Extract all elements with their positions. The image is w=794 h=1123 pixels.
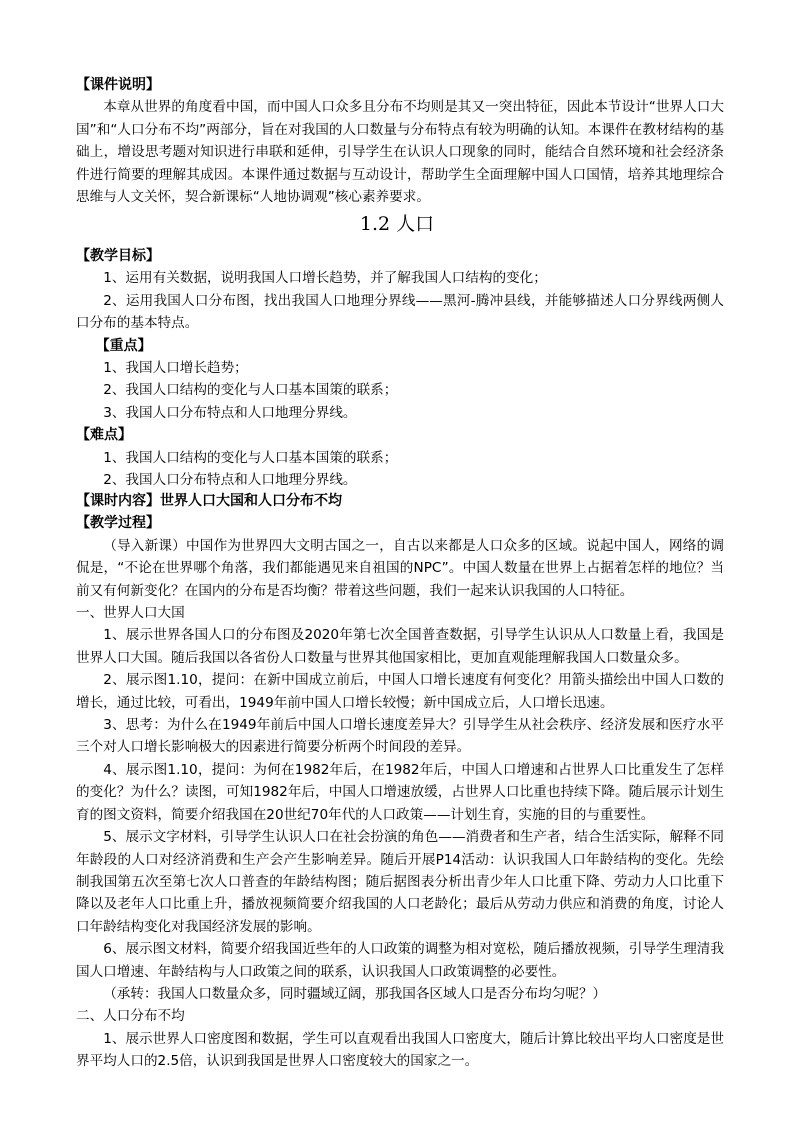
intro-section <box>76 74 724 208</box>
key-points-heading: 【重点】 <box>95 337 152 354</box>
section-heading-1: 一、世界人口大国 <box>76 605 185 622</box>
section-heading-2: 二、人口分布不均 <box>76 1008 185 1025</box>
process-paragraph-5: 5、展示文字材料，引导学生认识人口在社会扮演的角色——消费者和生产者，结合生活实际，解释不同年龄段的人口对经济消费和生产会产生影响差异。随后开展P14活动：认识我国人口年龄结构的变化。先绘制我国第五次至第七次人口普查的年龄结构图；随后据图表分析出青少年人口比重下降、劳动力人口比重下降以及老年人口比重上升，播放视频简要介绍我国的人口老龄化；最后从劳动力供应和消费的角度，讨论人口年龄结构变化对我国经济发展的影响。 <box>76 829 724 935</box>
distribution-paragraph-1: 1、展示世界人口密度图和数据，学生可以直观看出我国人口密度大，随后计算比较出平均人口密度是世界平均人口的2.5倍，认识到我国是世界人口密度较大的国家之一。 <box>76 1030 724 1070</box>
process-heading: 【教学过程】 <box>76 515 160 532</box>
key-point-1: 1、我国人口增长趋势； <box>103 360 248 377</box>
process-section <box>76 490 724 1073</box>
process-paragraph-2: 2、展示图1.10，提问：在新中国成立前后，中国人口增长速度有何变化？用箭头描绘出中国人口数的增长，通过比较，可看出，1949年前中国人口增长较慢；新中国成立后，人口增长迅速。 <box>76 672 724 711</box>
key-point-2: 2、我国人口结构的变化与人口基本国策的联系； <box>103 382 398 399</box>
content-heading: 【课时内容】 <box>76 493 160 509</box>
content-text: 世界人口大国和人口分布不均 <box>160 493 342 509</box>
difficulties-heading: 【难点】 <box>76 427 132 444</box>
key-point-3: 3、我国人口分布特点和人口地理分界线。 <box>103 404 357 421</box>
goal-item-1: 1、运用有关数据，说明我国人口增长趋势，并了解我国人口结构的变化； <box>103 270 547 287</box>
goals-heading: 【教学目标】 <box>76 248 160 264</box>
difficulty-2: 2、我国人口分布特点和人口地理分界线。 <box>103 472 357 489</box>
process-paragraph-1: 1、展示世界各国人口的分布图及2020年第七次全国普查数据，引导学生认识从人口数量上看，我国是世界人口大国。随后我国以各省份人口数量与世界其他国家相比，更加直观能理解我国人口数量众多。 <box>76 627 724 666</box>
process-paragraph-3: 3、思考：为什么在1949年前后中国人口增长速度差异大？引导学生从社会秩序、经济发展和医疗水平三个对人口增长影响极大的因素进行简要分析两个时间段的差异。 <box>76 717 724 756</box>
content-line <box>76 490 724 512</box>
process-paragraph-6: 6、展示图文材料，简要介绍我国近些年的人口政策的调整为相对宽松，随后播放视频，引导学生理清我国人口增速、年龄结构与人口政策之间的联系，认识我国人口政策调整的必要性。 <box>76 941 724 980</box>
goal-item-2: 2、运用我国人口分布图，找出我国人口地理分界线——黑河-腾冲县线，并能够描述人口分界线两侧人口分布的基本特点。 <box>76 292 724 332</box>
intro-heading: 【课件说明】 <box>76 77 160 93</box>
transition-note: （承转：我国人口数量众多，同时疆域辽阔，那我国各区域人口是否分布均匀呢？） <box>103 985 607 1002</box>
goals-section <box>76 245 724 491</box>
intro-paragraph: 本章从世界的角度看中国，而中国人口众多且分布不均则是其又一突出特征，因此本节设计“世界人口大国”和“人口分布不均”两部分，旨在对我国的人口数量与分布特点有较为明确的认知。本课件在教材结构的基础上，增设思考题对知识进行串联和延伸，引导学生在认识人口现象的同时，能结合自然环境和社会经济条件进行简要的理解其成因。本课件通过数据与互动设计，帮助学生全面理解中国人口国情，培养其地理综合思维与人文关怀，契合新课标“人地协调观”核心素养要求。 <box>76 99 724 206</box>
section-title: 1.2 人口 <box>359 213 435 235</box>
difficulty-1: 1、我国人口结构的变化与人口基本国策的联系； <box>103 449 398 466</box>
process-intro: （导入新课）中国作为世界四大文明古国之一，自古以来都是人口众多的区域。说起中国人，网络的调侃是，“不论在世界哪个角落，我们都能遇见来自祖国的NPC”。中国人数量在世界上占据着怎样的地位？当前又有何新变化？在国内的分布是否均衡？带着这些问题，我们一起来认识我国的人口特征。 <box>76 537 724 599</box>
process-paragraph-4: 4、展示图1.10，提问：为何在1982年后，在1982年后，中国人口增速和占世界人口比重发生了怎样的变化？为什么？读图，可知1982年后，中国人口增速放缓，占世界人口比重也持续下降。随后展示计划生育的图文资料，简要介绍我国在20世纪70年代的人口政策——计划生育，实施的目的与重要性。 <box>76 761 724 823</box>
